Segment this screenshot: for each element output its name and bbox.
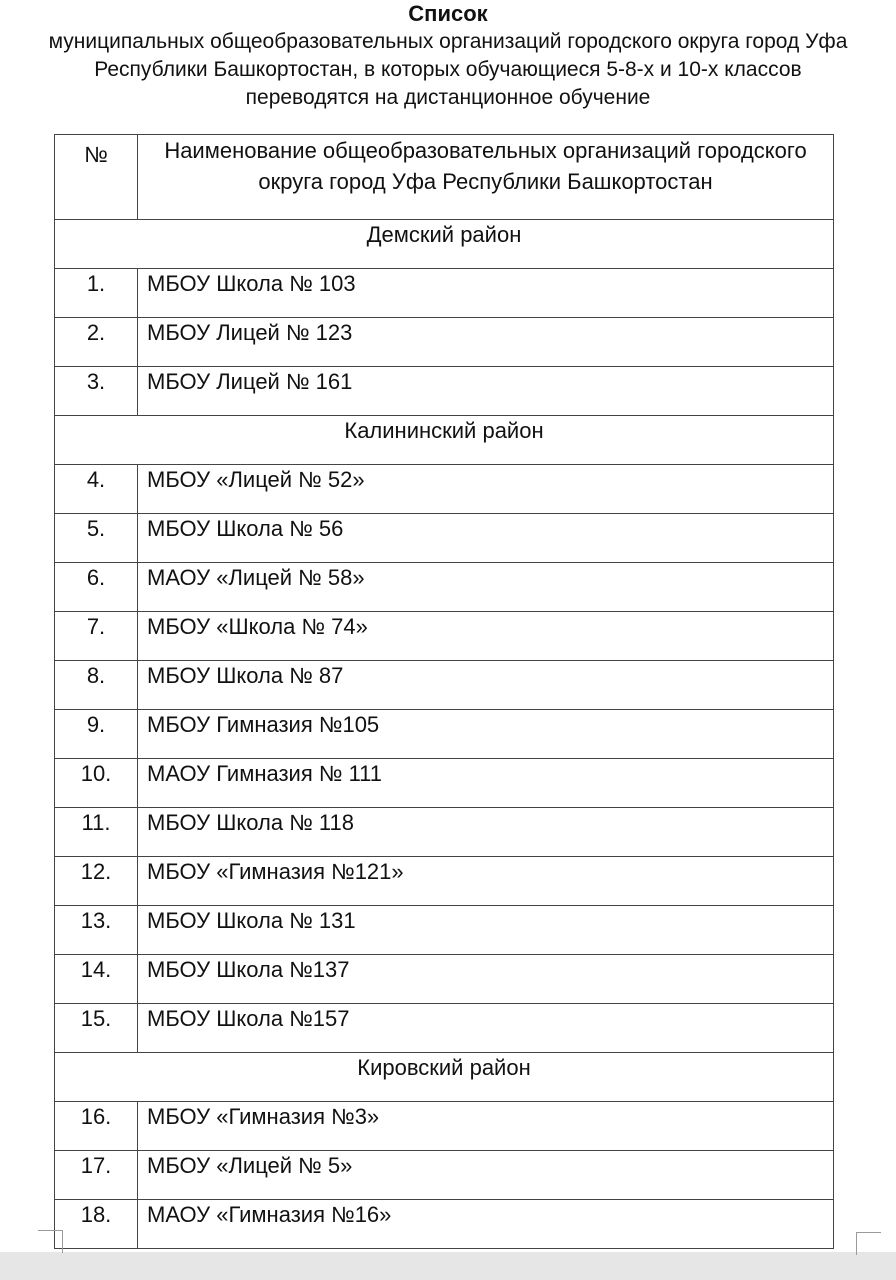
table-row <box>55 1004 834 1053</box>
document-header <box>0 0 896 112</box>
table-row <box>55 563 834 612</box>
row-number: 9. <box>55 710 138 759</box>
row-number: 3. <box>55 367 138 416</box>
row-number: 12. <box>55 857 138 906</box>
row-number: 10. <box>55 759 138 808</box>
row-number: 18. <box>55 1200 138 1249</box>
table-row <box>55 759 834 808</box>
table-row <box>55 661 834 710</box>
header-number: № <box>55 135 138 220</box>
page-corner-mark-left <box>38 1230 63 1253</box>
school-name: МБОУ Лицей № 161 <box>138 367 834 416</box>
table-header-row <box>55 135 834 220</box>
district-name: Демский район <box>55 220 834 269</box>
school-name: МБОУ «Лицей № 52» <box>138 465 834 514</box>
table-row <box>55 514 834 563</box>
district-row <box>55 220 834 269</box>
district-name: Калининский район <box>55 416 834 465</box>
row-number: 5. <box>55 514 138 563</box>
school-name: МБОУ «Гимназия №3» <box>138 1102 834 1151</box>
school-name: МАОУ «Лицей № 58» <box>138 563 834 612</box>
table-row <box>55 808 834 857</box>
row-number: 11. <box>55 808 138 857</box>
school-name: МБОУ Школа № 56 <box>138 514 834 563</box>
row-number: 6. <box>55 563 138 612</box>
page-corner-mark-right <box>856 1232 881 1255</box>
row-number: 2. <box>55 318 138 367</box>
school-name: МБОУ Школа №157 <box>138 1004 834 1053</box>
table-body <box>55 220 834 1249</box>
district-name: Кировский район <box>55 1053 834 1102</box>
row-number: 16. <box>55 1102 138 1151</box>
table-row <box>55 710 834 759</box>
school-name: МАОУ «Гимназия №16» <box>138 1200 834 1249</box>
district-row <box>55 416 834 465</box>
row-number: 4. <box>55 465 138 514</box>
header-name: Наименование общеобразовательных организаций городского округа город Уфа Республики Башкортостан <box>138 135 834 220</box>
school-name: МБОУ Школа № 131 <box>138 906 834 955</box>
row-number: 8. <box>55 661 138 710</box>
table-row <box>55 1200 834 1249</box>
school-name: МБОУ Школа № 118 <box>138 808 834 857</box>
row-number: 17. <box>55 1151 138 1200</box>
table-row <box>55 318 834 367</box>
row-number: 15. <box>55 1004 138 1053</box>
school-name: МБОУ Школа № 87 <box>138 661 834 710</box>
table-row <box>55 367 834 416</box>
table-row <box>55 1151 834 1200</box>
school-name: МБОУ Школа №137 <box>138 955 834 1004</box>
page-gap <box>0 1252 896 1280</box>
table-row <box>55 1102 834 1151</box>
table-row <box>55 955 834 1004</box>
school-name: МБОУ «Лицей № 5» <box>138 1151 834 1200</box>
row-number: 1. <box>55 269 138 318</box>
table-row <box>55 906 834 955</box>
school-name: МАОУ Гимназия № 111 <box>138 759 834 808</box>
school-name: МБОУ Гимназия №105 <box>138 710 834 759</box>
schools-table <box>54 134 834 1249</box>
row-number: 13. <box>55 906 138 955</box>
school-name: МБОУ «Школа № 74» <box>138 612 834 661</box>
table-row <box>55 269 834 318</box>
row-number: 7. <box>55 612 138 661</box>
school-name: МБОУ «Гимназия №121» <box>138 857 834 906</box>
table-row <box>55 612 834 661</box>
district-row <box>55 1053 834 1102</box>
school-name: МБОУ Лицей № 123 <box>138 318 834 367</box>
document-subtitle: муниципальных общеобразовательных организаций городского округа город Уфа Республики Башкортостан, в которых обучающиеся 5-8-х и 10-х классов переводятся на дистанционное обучение <box>48 30 848 109</box>
row-number: 14. <box>55 955 138 1004</box>
table-row <box>55 857 834 906</box>
document-title: Список <box>408 1 488 26</box>
school-name: МБОУ Школа № 103 <box>138 269 834 318</box>
table-row <box>55 465 834 514</box>
